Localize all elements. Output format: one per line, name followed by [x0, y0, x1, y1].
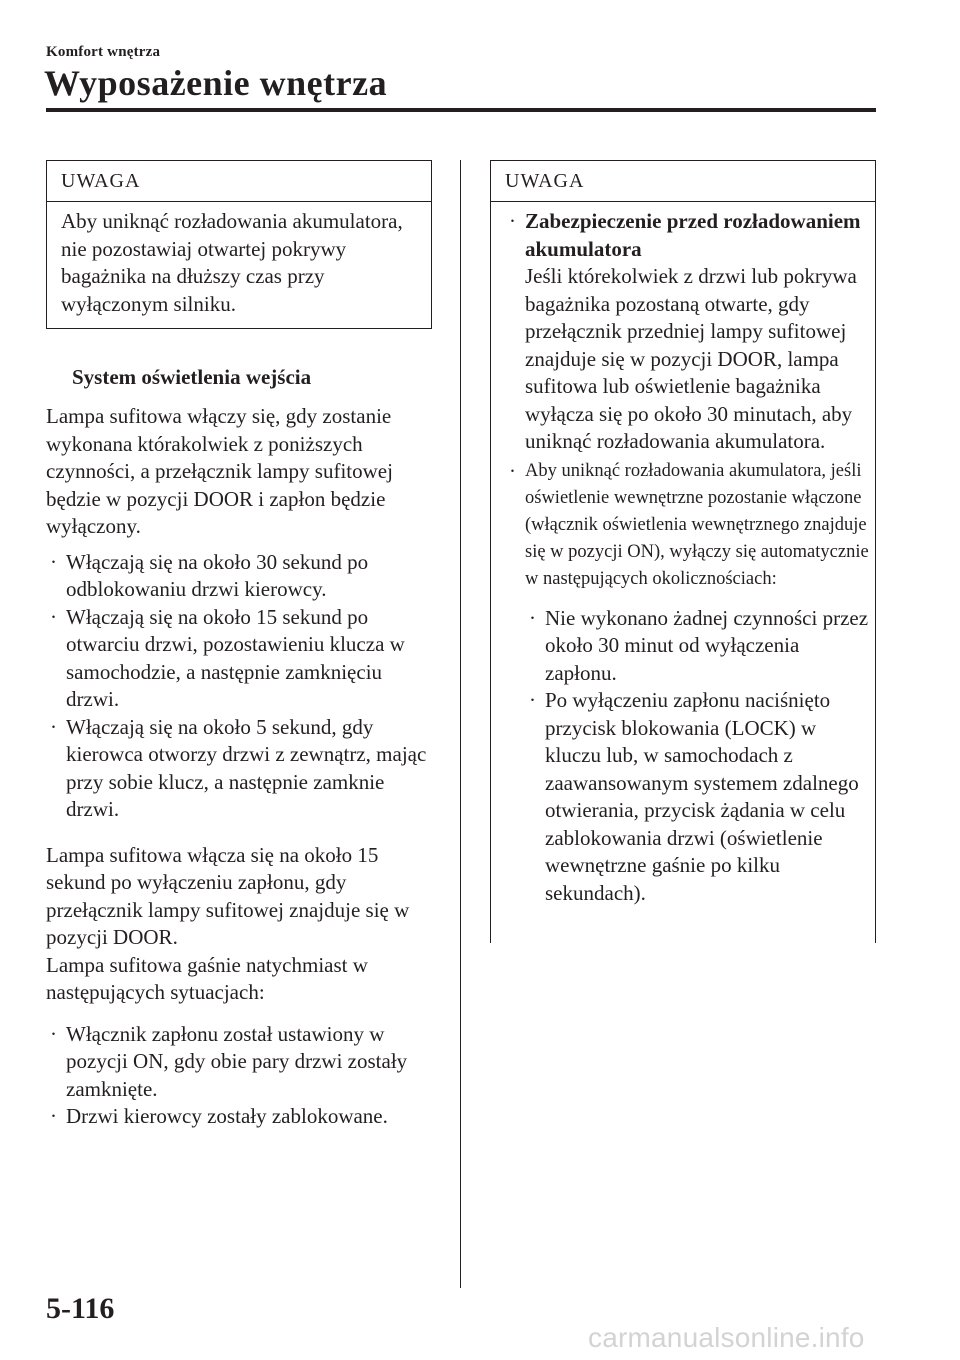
note-body: Aby uniknąć rozładowania akumulatora, nie pozostawiaj otwartej pokrywy bagażnika na dłuższy czas przy wyłączonym silniku.	[61, 209, 403, 316]
bullet-icon: ·	[50, 1021, 57, 1046]
note-box-battery-trunk	[46, 160, 432, 329]
list-item: · Włączają się na około 30 sekund po odblokowaniu drzwi kierowcy.	[50, 549, 369, 601]
note-title: UWAGA	[491, 161, 875, 202]
list-item: · Nie wykonano żadnej czynności przez około 30 minut od wyłączenia zapłonu.	[529, 605, 869, 685]
note-body	[491, 202, 875, 907]
page-title: Wyposażenie wnętrza	[44, 63, 388, 103]
note-box-battery-saver	[490, 160, 876, 943]
note-item-body: Jeśli którekolwiek z drzwi lub pokrywa bagażnika pozostaną otwarte, gdy przełącznik przedniej lampy sufitowej znajduje się w pozycji DOOR, lampa sufitowa lub oświetlenie bagażnika wyłącza się po około 30 minutach, aby uniknąć rozładowania akumulatora.	[525, 264, 857, 453]
list-item	[505, 208, 869, 456]
list-item	[505, 458, 869, 593]
list-item: · Włącznik zapłonu został ustawiony w pozycji ON, gdy obie pary drzwi zostały zamknięte.	[50, 1021, 408, 1101]
page-number: 5-116	[46, 1292, 115, 1325]
note-title: UWAGA	[47, 161, 431, 202]
section-heading-text: System oświetlenia wejścia	[72, 365, 312, 389]
paragraph-turn-off: Lampa sufitowa gaśnie natychmiast w następujących sytuacjach:	[46, 952, 368, 1004]
note-item-heading: Zabezpieczenie przed rozładowaniem akumulatora	[525, 209, 861, 261]
list-item: · Drzwi kierowcy zostały zablokowane.	[46, 1103, 432, 1131]
bullet-icon: ·	[509, 458, 516, 483]
section-heading-entry-lighting	[72, 363, 432, 391]
paragraph-ignition-off: Lampa sufitowa włącza się na około 15 sekund po wyłączeniu zapłonu, gdy przełącznik lampy sufitowej znajduje się w pozycji DOOR.	[46, 842, 410, 949]
note-bullet-list	[505, 208, 869, 593]
bullet-icon: ·	[529, 688, 536, 712]
bullet-list-on-durations	[46, 549, 432, 824]
paragraph-conditions: Lampa sufitowa włączy się, gdy zostanie wykonana którakolwiek z poniższych czynności, a przełącznik lampy sufitowej będzie w pozycji DOOR i zapłon będzie wyłączony.	[46, 404, 393, 538]
list-item: · Włączają się na około 15 sekund po otwarciu drzwi, pozostawieniu klucza w samochodzie, a następnie zamknięciu drzwi.	[50, 604, 405, 711]
list-item: · Po wyłączeniu zapłonu naciśnięto przycisk blokowania (LOCK) w kluczu lub, w samochodach z zaawansowanym systemem zdalnego otwierania, przycisk żądania w celu zablokowania drzwi (oświetlenie wewnętrzne gaśnie po kilku sekundach).	[529, 688, 859, 905]
header-section-label: Komfort wnętrza	[46, 44, 161, 60]
bullet-icon: ·	[50, 1104, 57, 1128]
column-divider	[460, 160, 461, 1288]
note-item-body-small: Aby uniknąć rozładowania akumulatora, jeśli oświetlenie wewnętrzne pozostanie włączone (włącznik oświetlenia wewnętrznego znajduje się w pozycji ON), wyłączy się automatycznie w następujących okolicznościach:	[525, 460, 869, 589]
bullet-icon: ·	[529, 605, 536, 630]
watermark: carmanualsonline.info	[588, 1322, 865, 1353]
header-rule	[46, 108, 876, 112]
section-marker-icon	[50, 370, 64, 384]
bullet-icon: ·	[50, 604, 57, 629]
right-column	[490, 160, 876, 943]
bullet-icon: ·	[509, 209, 516, 233]
note-sub-list	[505, 605, 869, 908]
bullet-list-turn-off	[46, 1021, 432, 1131]
bullet-icon: ·	[50, 549, 57, 574]
bullet-icon: ·	[50, 714, 57, 739]
list-item: · Włączają się na około 5 sekund, gdy kierowca otworzy drzwi z zewnątrz, mając przy sobie klucz, a następnie zamknie drzwi.	[50, 714, 427, 821]
left-column	[46, 160, 432, 1131]
